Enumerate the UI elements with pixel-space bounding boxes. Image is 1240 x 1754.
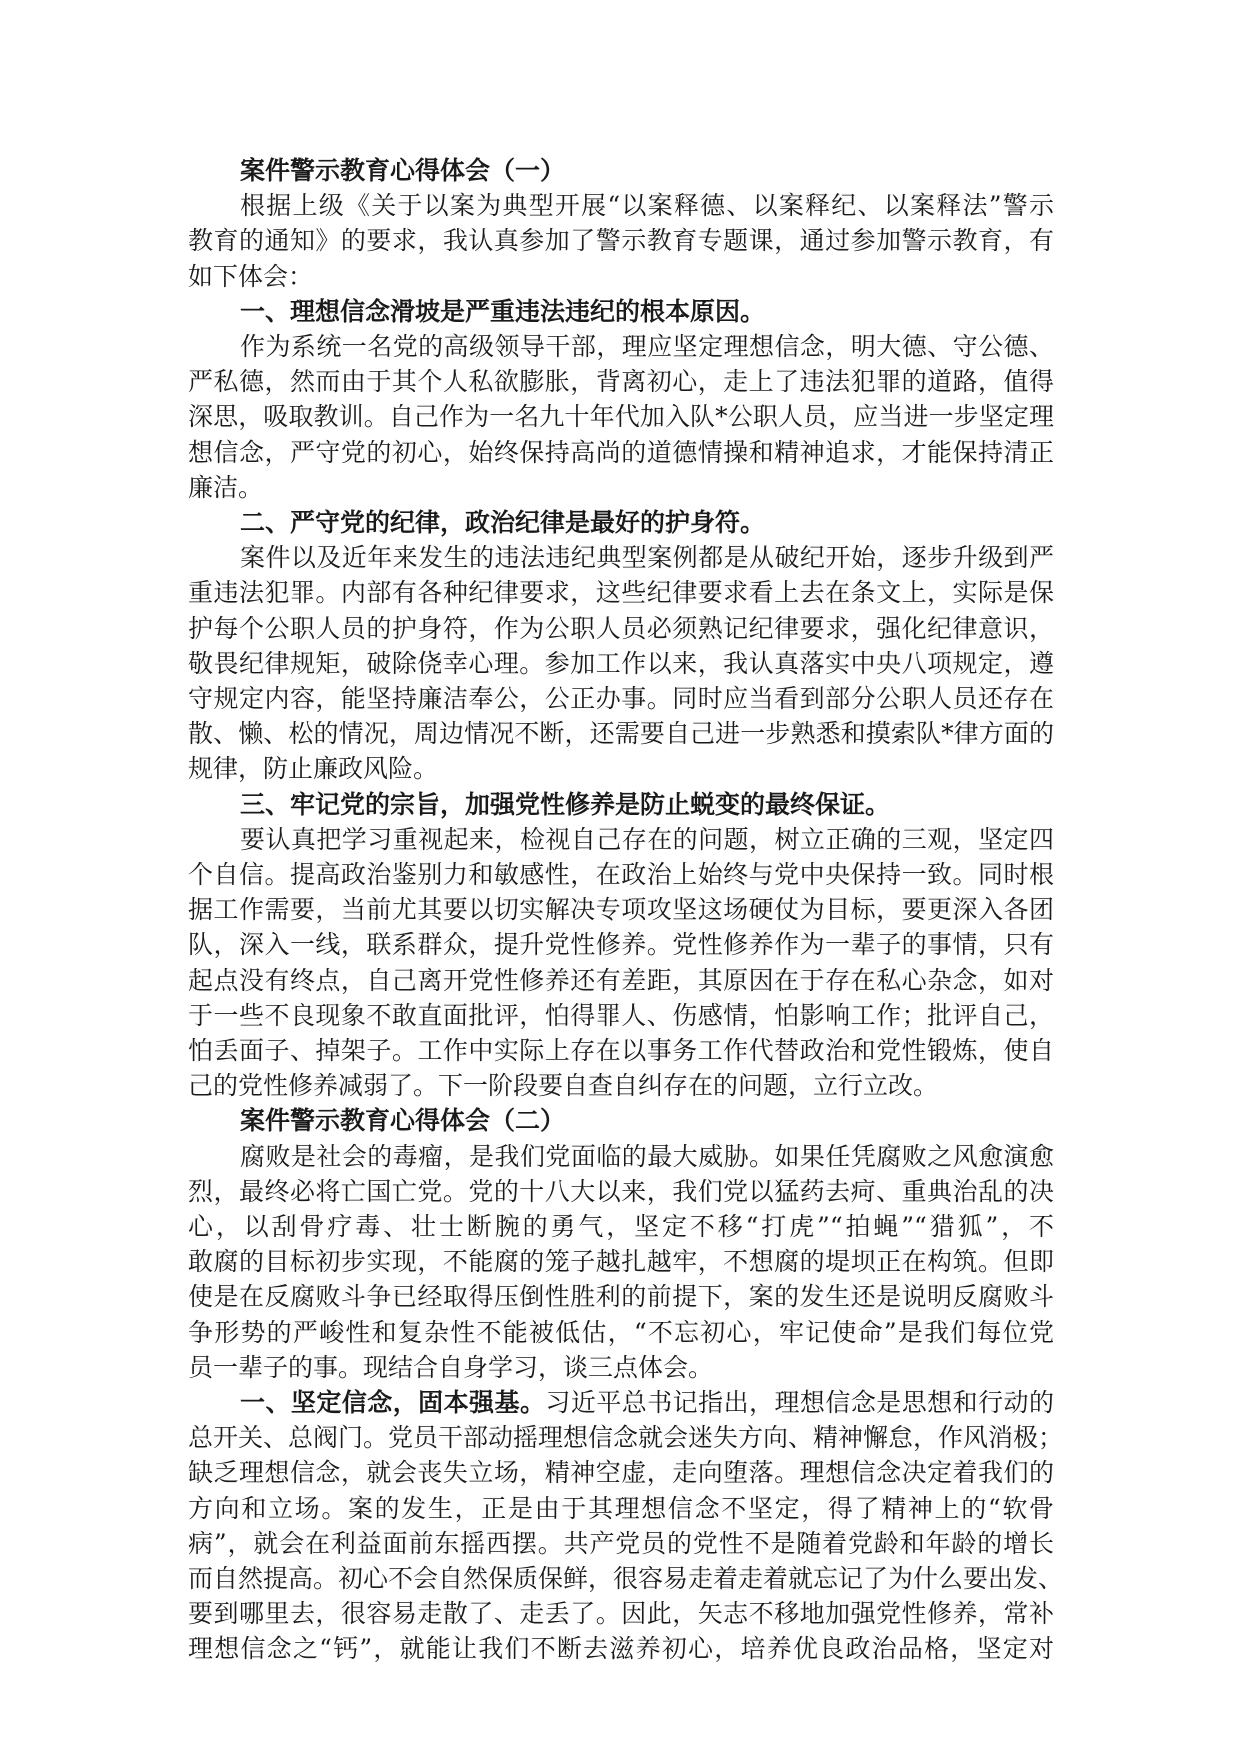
text-line: 规律，防止廉政风险。 xyxy=(188,754,439,784)
text-line xyxy=(240,1385,1054,1421)
text-line: 散、懒、松的情况，周边情况不断，还需要自己进一步熟悉和摸索队*律方面的 xyxy=(188,719,1054,749)
text-line: 敬畏纪律规矩，破除侥幸心理。参加工作以来，我认真落实中央八项规定，遵 xyxy=(188,648,1054,678)
text-line: 要认真把学习重视起来，检视自己存在的问题，树立正确的三观，坚定四 xyxy=(240,824,1054,854)
text-line: 敢腐的目标初步实现，不能腐的笼子越扎越牢，不想腐的堤坝正在构筑。但即 xyxy=(188,1247,1054,1277)
text-line: 案件以及近年来发生的违法违纪典型案例都是从破纪开始，逐步升级到严 xyxy=(240,543,1054,573)
text-line: 使是在反腐败斗争已经取得压倒性胜利的前提下，案的发生还是说明反腐败斗 xyxy=(188,1282,1054,1312)
text-line: 如下体会： xyxy=(188,261,314,291)
text-line: 怕丢面子、掉架子。工作中实际上存在以事务工作代替政治和党性锻炼，使自 xyxy=(188,1036,1054,1065)
text-line: 而自然提高。初心不会自然保质保鲜，很容易走着走着就忘记了为什么要出发、 xyxy=(188,1564,1064,1593)
text-line: 争形势的严峻性和复杂性不能被低估，“不忘初心，牢记使命”是我们每位党 xyxy=(188,1317,1054,1347)
text-line: 理想信念之“钙”，就能让我们不断去滋养初心，培养优良政治品格，坚定对 xyxy=(188,1634,1054,1664)
text-line: 队，深入一线，联系群众，提升党性修养。党性修养作为一辈子的事情，只有 xyxy=(188,930,1054,960)
text-line: 据工作需要，当前尤其要以切实解决专项攻坚这场硬仗为目标，要更深入各团 xyxy=(188,895,1054,925)
text-line: 习近平总书记指出，理想信念是思想和行动的 xyxy=(545,1388,1054,1417)
text-line: 作为系统一名党的高级领导干部，理应坚定理想信念，明大德、守公德、 xyxy=(240,332,1054,361)
section-heading: 一、坚定信念，固本强基。 xyxy=(240,1388,546,1417)
text-line: 心，以刮骨疗毒、壮士断腕的勇气，坚定不移“打虎”“拍蝇”“猎狐”，不 xyxy=(188,1212,1054,1241)
text-line: 方向和立场。案的发生，正是由于其理想信念不坚定，得了精神上的“软骨 xyxy=(188,1493,1054,1523)
text-line: 于一些不良现象不敢直面批评，怕得罪人、伤感情，怕影响工作；批评自己， xyxy=(188,1000,1054,1030)
text-line: 起点没有终点，自己离开党性修养还有差距，其原因在于存在私心杂念，如对 xyxy=(188,965,1054,995)
text-line: 己的党性修养减弱了。下一阶段要自查自纠存在的问题，立行立改。 xyxy=(188,1071,939,1101)
text-line: 护每个公职人员的护身符，作为公职人员必须熟记纪律要求，强化纪律意识， xyxy=(188,613,1054,643)
text-line: 深思，吸取教训。自己作为一名九十年代加入队*公职人员，应当进一步坚定理 xyxy=(188,402,1054,432)
text-line: 重违法犯罪。内部有各种纪律要求，这些纪律要求看上去在条文上，实际是保 xyxy=(188,578,1054,608)
section-heading: 三、牢记党的宗旨，加强党性修养是防止蜕变的最终保证。 xyxy=(240,789,891,819)
text-line: 病”，就会在利益面前东摇西摆。共产党员的党性不是随着党龄和年龄的增长 xyxy=(188,1528,1054,1558)
section-heading: 一、理想信念滑坡是严重违法违纪的根本原因。 xyxy=(240,296,766,326)
text-line: 烈，最终必将亡国亡党。党的十八大以来，我们党以猛药去疴、重典治乱的决 xyxy=(188,1176,1054,1206)
text-line: 守规定内容，能坚持廉洁奉公，公正办事。同时应当看到部分公职人员还存在 xyxy=(188,684,1054,713)
text-line: 个自信。提高政治鉴别力和敏感性，在政治上始终与党中央保持一致。同时根 xyxy=(188,860,1054,889)
text-line: 廉洁。 xyxy=(188,472,264,502)
text-line: 员一辈子的事。现结合自身学习，谈三点体会。 xyxy=(188,1352,714,1382)
text-line: 腐败是社会的毒瘤，是我们党面临的最大威胁。如果任凭腐败之风愈演愈 xyxy=(240,1141,1054,1171)
text-line: 总开关、总阀门。党员干部动摇理想信念就会迷失方向、精神懈怠，作风消极； xyxy=(188,1423,1064,1453)
document-title: 案件警示教育心得体会（一） xyxy=(240,156,566,185)
text-line: 要到哪里去，很容易走散了、走丢了。因此，矢志不移地加强党性修养，常补 xyxy=(188,1599,1054,1629)
text-line: 严私德，然而由于其个人私欲膨胀，背离初心，走上了违法犯罪的道路，值得 xyxy=(188,367,1054,397)
text-line: 根据上级《关于以案为典型开展“以案释德、以案释纪、以案释法”警示 xyxy=(240,191,1054,221)
document-title: 案件警示教育心得体会（二） xyxy=(240,1106,566,1136)
text-line: 教育的通知》的要求，我认真参加了警示教育专题课，通过参加警示教育，有 xyxy=(188,226,1054,256)
text-line: 想信念，严守党的初心，始终保持高尚的道德情操和精神追求，才能保持清正 xyxy=(188,437,1054,467)
section-heading: 二、严守党的纪律，政治纪律是最好的护身符。 xyxy=(240,508,766,537)
text-line: 缺乏理想信念，就会丧失立场，精神空虚，走向堕落。理想信念决定着我们的 xyxy=(188,1458,1054,1488)
